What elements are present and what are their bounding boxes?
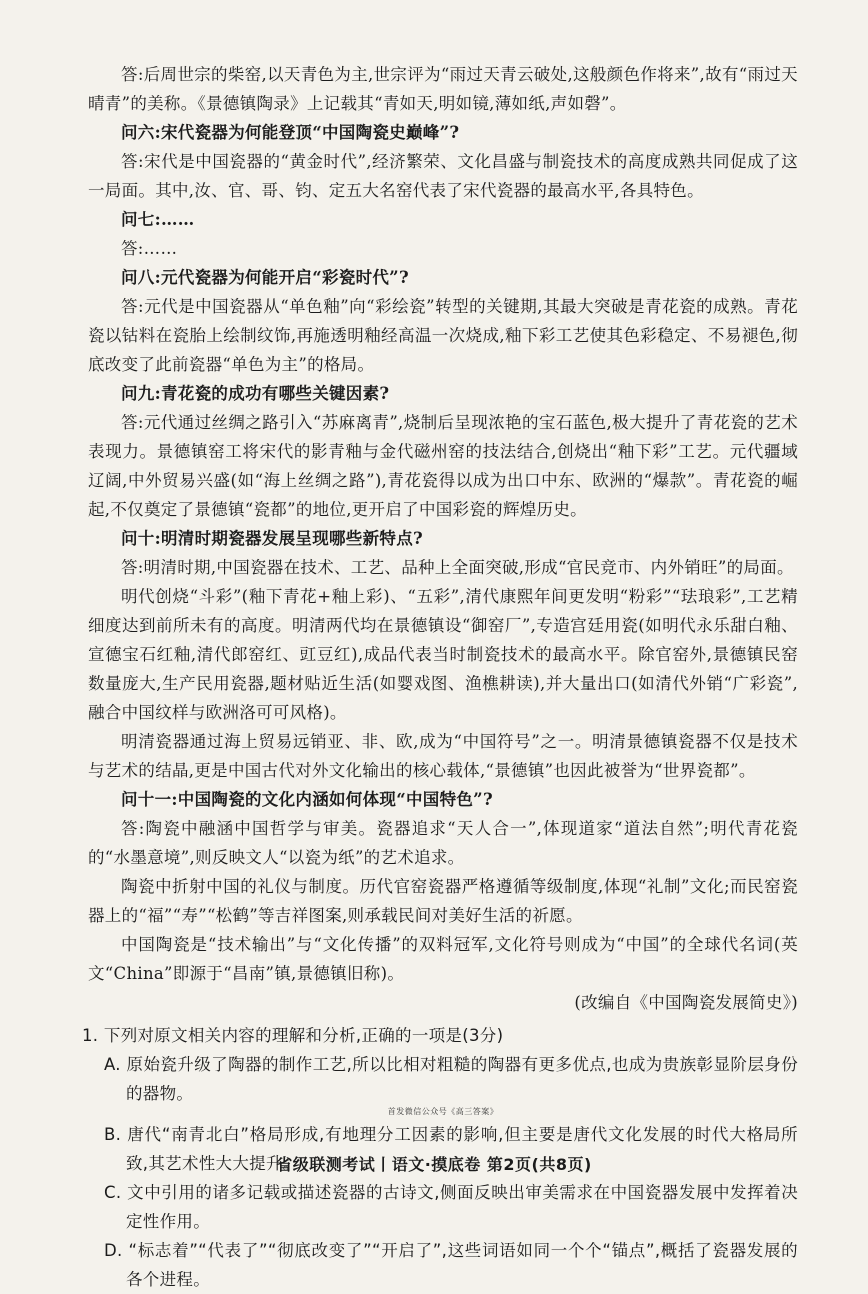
body-paragraph: 陶瓷中折射中国的礼仪与制度。历代官窑瓷器严格遵循等级制度,体现“礼制”文化;而民窑瓷器上的“福”“寿”“松鹤”等吉祥图案,则承载民间对美好生活的祈愿。 — [88, 877, 798, 925]
question-heading: 问八:元代瓷器为何能开启“彩瓷时代”? — [121, 268, 409, 287]
question-heading: 问九:青花瓷的成功有哪些关键因素? — [121, 384, 390, 403]
option-c: C. 文中引用的诸多记载或描述瓷器的古诗文,侧面反映出审美需求在中国瓷器发展中发挥着决定性作用。 — [104, 1183, 798, 1231]
question-heading: 问十一:中国陶瓷的文化内涵如何体现“中国特色”? — [121, 790, 493, 809]
watermark-stamp: 首发微信公众号《高三答案》 — [387, 1107, 499, 1116]
question-stem: 1. 下列对原文相关内容的理解和分析,正确的一项是(3分) — [82, 1026, 504, 1045]
answer-paragraph: 答:宋代是中国瓷器的“黄金时代”,经济繁荣、文化昌盛与制瓷技术的高度成熟共同促成了这一局面。其中,汝、官、哥、钧、定五大名窑代表了宋代瓷器的最高水平,各具特色。 — [88, 152, 798, 200]
answer-paragraph: 答:…… — [121, 239, 178, 258]
body-paragraph: 明清瓷器通过海上贸易远销亚、非、欧,成为“中国符号”之一。明清景德镇瓷器不仅是技术与艺术的结晶,更是中国古代对外文化输出的核心载体,“景德镇”也因此被誉为“世界瓷都”。 — [88, 732, 798, 780]
source-citation: (改编自《中国陶瓷发展简史》) — [574, 993, 798, 1012]
option-b: B. 唐代“南青北白”格局形成,有地理分工因素的影响,但主要是唐代文化发展的时代大格局所致,其艺术性大大提升。 — [104, 1125, 798, 1173]
option-d: D. “标志着”“代表了”“彻底改变了”“开启了”,这些词语如同一个个“锚点”,概括了瓷器发展的各个进程。 — [104, 1241, 798, 1289]
question-heading: 问七:…… — [121, 210, 195, 229]
page-footer: 省级联测考试丨语文·摸底卷 第2页(共8页) — [276, 1155, 592, 1174]
question-heading: 问十:明清时期瓷器发展呈现哪些新特点? — [121, 529, 423, 548]
answer-paragraph: 答:元代是中国瓷器从“单色釉”向“彩绘瓷”转型的关键期,其最大突破是青花瓷的成熟。青花瓷以钴料在瓷胎上绘制纹饰,再施透明釉经高温一次烧成,釉下彩工艺使其色彩稳定、不易褪色,彻底改变了此前瓷器“单色为主”的格局。 — [88, 297, 798, 374]
answer-paragraph: 答:陶瓷中融涵中国哲学与审美。瓷器追求“天人合一”,体现道家“道法自然”;明代青花瓷的“水墨意境”,则反映文人“以瓷为纸”的艺术追求。 — [88, 819, 798, 867]
body-paragraph: 中国陶瓷是“技术输出”与“文化传播”的双料冠军,文化符号则成为“中国”的全球代名词(英文“China”即源于“昌南”镇,景德镇旧称)。 — [88, 935, 798, 983]
body-paragraph: 明代创烧“斗彩”(釉下青花+釉上彩)、“五彩”,清代康熙年间更发明“粉彩”“珐琅彩”,工艺精细度达到前所未有的高度。明清两代均在景德镇设“御窑厂”,专造宫廷用瓷(如明代永乐甜白釉、宣德宝石红釉,清代郎窑红、豇豆红),成品代表当时制瓷技术的最高水平。除官窑外,景德镇民窑数量庞大,生产民用瓷器,题材贴近生活(如婴戏图、渔樵耕读),并大量出口(如清代外销“广彩瓷”,融合中国纹样与欧洲洛可可风格)。 — [88, 587, 798, 722]
option-a: A. 原始瓷升级了陶器的制作工艺,所以比相对粗糙的陶器有更多优点,也成为贵族彰显阶层身份的器物。 — [104, 1055, 798, 1103]
answer-paragraph: 答:明清时期,中国瓷器在技术、工艺、品种上全面突破,形成“官民竞市、内外销旺”的局面。 — [121, 558, 794, 577]
answer-paragraph: 答:后周世宗的柴窑,以天青色为主,世宗评为“雨过天青云破处,这般颜色作将来”,故有“雨过天晴青”的美称。《景德镇陶录》上记载其“青如天,明如镜,薄如纸,声如磬”。 — [88, 65, 798, 113]
question-heading: 问六:宋代瓷器为何能登顶“中国陶瓷史巅峰”? — [121, 123, 460, 142]
answer-paragraph: 答:元代通过丝绸之路引入“苏麻离青”,烧制后呈现浓艳的宝石蓝色,极大提升了青花瓷的艺术表现力。景德镇窑工将宋代的影青釉与金代磁州窑的技法结合,创烧出“釉下彩”工艺。元代疆域辽阔,中外贸易兴盛(如“海上丝绸之路”),青花瓷得以成为出口中东、欧洲的“爆款”。青花瓷的崛起,不仅奠定了景德镇“瓷都”的地位,更开启了中国彩瓷的辉煌历史。 — [88, 413, 798, 519]
reading-passage — [88, 60, 798, 988]
